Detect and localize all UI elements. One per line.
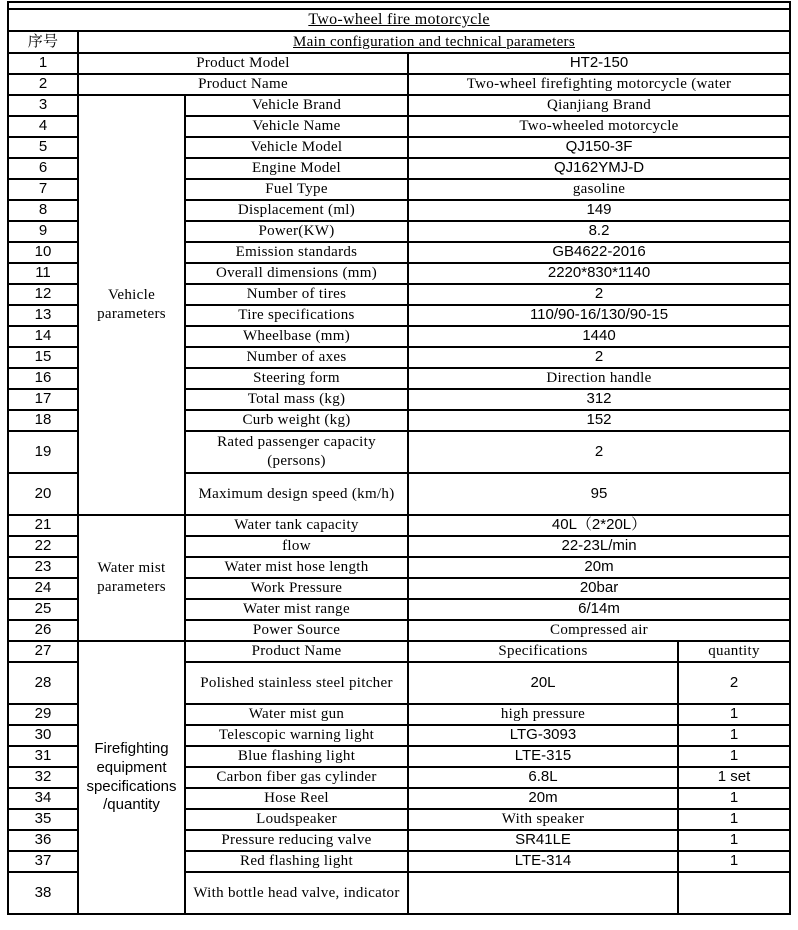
row-number-cell: 5	[8, 137, 78, 158]
equip-spec-header: Specifications	[408, 641, 678, 662]
param-name-cell: Water mist range	[185, 599, 408, 620]
param-name-cell: Number of tires	[185, 284, 408, 305]
equip-spec-cell: 20L	[408, 662, 678, 704]
row-number-cell: 4	[8, 116, 78, 137]
param-value-cell: 22-23L/min	[408, 536, 790, 557]
row-number-cell: 27	[8, 641, 78, 662]
param-name-cell: Vehicle Name	[185, 116, 408, 137]
group-water-mist-parameters: Water mist parameters	[78, 515, 185, 641]
equip-spec-cell: 20m	[408, 788, 678, 809]
param-name-cell: Total mass (kg)	[185, 389, 408, 410]
param-name-cell: Water mist gun	[185, 704, 408, 725]
row-number-cell: 11	[8, 263, 78, 284]
param-name-cell: Maximum design speed (km/h)	[185, 473, 408, 515]
row-number-cell: 36	[8, 830, 78, 851]
row-number-cell: 8	[8, 200, 78, 221]
param-value-cell: 20m	[408, 557, 790, 578]
equip-spec-cell: LTG-3093	[408, 725, 678, 746]
equip-spec-cell: high pressure	[408, 704, 678, 725]
param-name-cell: Steering form	[185, 368, 408, 389]
row-number-cell: 23	[8, 557, 78, 578]
param-name-cell: Power(KW)	[185, 221, 408, 242]
param-value-cell: 20bar	[408, 578, 790, 599]
row-number-cell: 26	[8, 620, 78, 641]
equip-qty-cell: 1	[678, 851, 790, 872]
param-name-cell: Polished stainless steel pitcher	[185, 662, 408, 704]
equip-qty-cell: 2	[678, 662, 790, 704]
param-value-cell: gasoline	[408, 179, 790, 200]
equip-qty-cell	[678, 872, 790, 914]
param-name-cell: Product Name	[78, 74, 408, 95]
row-number-cell: 6	[8, 158, 78, 179]
row-number-cell: 16	[8, 368, 78, 389]
param-value-cell: Direction handle	[408, 368, 790, 389]
row-number-cell: 18	[8, 410, 78, 431]
row-number-cell: 20	[8, 473, 78, 515]
row-number-cell: 32	[8, 767, 78, 788]
param-name-cell: flow	[185, 536, 408, 557]
param-name-cell: Vehicle Brand	[185, 95, 408, 116]
param-name-cell: Product Model	[78, 53, 408, 74]
param-name-cell: Work Pressure	[185, 578, 408, 599]
equip-spec-cell: SR41LE	[408, 830, 678, 851]
param-name-cell: Tire specifications	[185, 305, 408, 326]
row-number-cell: 31	[8, 746, 78, 767]
row-number-cell: 38	[8, 872, 78, 914]
param-value-cell: 40L（2*20L）	[408, 515, 790, 536]
serial-column-header: 序号	[8, 31, 78, 53]
equip-spec-cell: LTE-315	[408, 746, 678, 767]
group-vehicle-parameters: Vehicle parameters	[78, 95, 185, 515]
param-value-cell: 95	[408, 473, 790, 515]
param-value-cell: 149	[408, 200, 790, 221]
row-number-cell: 24	[8, 578, 78, 599]
row-number-cell: 35	[8, 809, 78, 830]
row-number-cell: 22	[8, 536, 78, 557]
row-number-cell: 30	[8, 725, 78, 746]
row-number-cell: 9	[8, 221, 78, 242]
param-value-cell: 2	[408, 347, 790, 368]
equip-qty-cell: 1	[678, 809, 790, 830]
equip-qty-cell: 1	[678, 725, 790, 746]
param-value-cell: 110/90-16/130/90-15	[408, 305, 790, 326]
spacer-row	[8, 2, 790, 9]
param-name-cell: Water mist hose length	[185, 557, 408, 578]
main-header: Main configuration and technical parameters	[78, 31, 790, 53]
param-name-cell: Carbon fiber gas cylinder	[185, 767, 408, 788]
equip-qty-cell: 1	[678, 746, 790, 767]
param-name-cell: Displacement (ml)	[185, 200, 408, 221]
param-name-cell: Emission standards	[185, 242, 408, 263]
param-value-cell: 152	[408, 410, 790, 431]
param-name-cell: Blue flashing light	[185, 746, 408, 767]
param-name-cell: With bottle head valve, indicator	[185, 872, 408, 914]
row-number-cell: 12	[8, 284, 78, 305]
group-firefighting-equipment: Firefighting equipment specifications /quantity	[78, 641, 185, 914]
param-name-cell: Curb weight (kg)	[185, 410, 408, 431]
param-value-cell: QJ150-3F	[408, 137, 790, 158]
equip-qty-cell: 1	[678, 830, 790, 851]
row-number-cell: 29	[8, 704, 78, 725]
row-number-cell: 17	[8, 389, 78, 410]
row-number-cell: 1	[8, 53, 78, 74]
param-name-cell: Number of axes	[185, 347, 408, 368]
row-number-cell: 14	[8, 326, 78, 347]
param-value-cell: QJ162YMJ-D	[408, 158, 790, 179]
param-name-cell: Engine Model	[185, 158, 408, 179]
param-value-cell: 2	[408, 431, 790, 473]
equip-qty-header: quantity	[678, 641, 790, 662]
row-number-cell: 3	[8, 95, 78, 116]
param-name-cell: Telescopic warning light	[185, 725, 408, 746]
row-number-cell: 37	[8, 851, 78, 872]
row-number-cell: 10	[8, 242, 78, 263]
param-value-cell: Two-wheeled motorcycle	[408, 116, 790, 137]
param-name-cell: Pressure reducing valve	[185, 830, 408, 851]
param-value-cell: Compressed air	[408, 620, 790, 641]
equip-name-header: Product Name	[185, 641, 408, 662]
equip-spec-cell	[408, 872, 678, 914]
row-number-cell: 34	[8, 788, 78, 809]
param-value-cell: 6/14m	[408, 599, 790, 620]
param-name-cell: Hose Reel	[185, 788, 408, 809]
param-value-cell: 1440	[408, 326, 790, 347]
param-name-cell: Rated passenger capacity (persons)	[185, 431, 408, 473]
equip-qty-cell: 1	[678, 704, 790, 725]
param-name-cell: Red flashing light	[185, 851, 408, 872]
row-number-cell: 2	[8, 74, 78, 95]
equip-spec-cell: 6.8L	[408, 767, 678, 788]
row-number-cell: 7	[8, 179, 78, 200]
table-title: Two-wheel fire motorcycle	[8, 9, 790, 31]
row-number-cell: 15	[8, 347, 78, 368]
param-name-cell: Wheelbase (mm)	[185, 326, 408, 347]
row-number-cell: 13	[8, 305, 78, 326]
param-value-cell: Two-wheel firefighting motorcycle (water	[408, 74, 790, 95]
row-number-cell: 25	[8, 599, 78, 620]
param-name-cell: Fuel Type	[185, 179, 408, 200]
param-name-cell: Water tank capacity	[185, 515, 408, 536]
param-value-cell: 312	[408, 389, 790, 410]
equip-spec-cell: LTE-314	[408, 851, 678, 872]
param-name-cell: Vehicle Model	[185, 137, 408, 158]
row-number-cell: 19	[8, 431, 78, 473]
param-value-cell: Qianjiang Brand	[408, 95, 790, 116]
spec-table	[7, 1, 791, 915]
equip-qty-cell: 1 set	[678, 767, 790, 788]
param-value-cell: 2	[408, 284, 790, 305]
equip-qty-cell: 1	[678, 788, 790, 809]
param-name-cell: Power Source	[185, 620, 408, 641]
param-value-cell: HT2-150	[408, 53, 790, 74]
param-value-cell: GB4622-2016	[408, 242, 790, 263]
param-value-cell: 8.2	[408, 221, 790, 242]
row-number-cell: 28	[8, 662, 78, 704]
param-name-cell: Overall dimensions (mm)	[185, 263, 408, 284]
row-number-cell: 21	[8, 515, 78, 536]
equip-spec-cell: With speaker	[408, 809, 678, 830]
param-value-cell: 2220*830*1140	[408, 263, 790, 284]
param-name-cell: Loudspeaker	[185, 809, 408, 830]
